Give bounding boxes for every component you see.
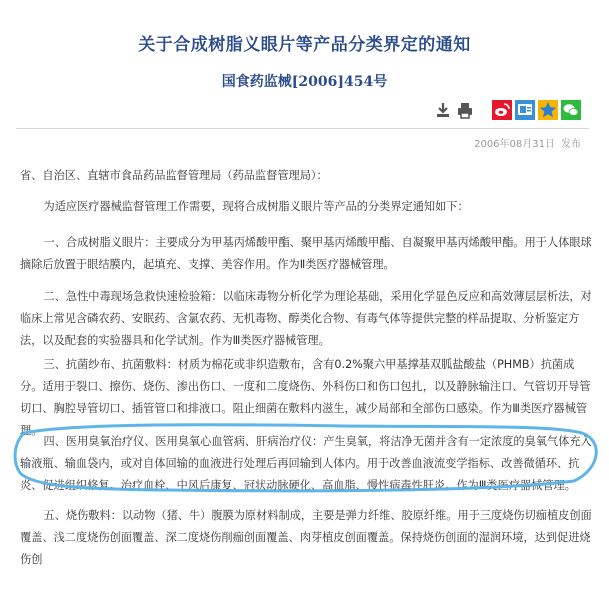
document-body <box>20 165 593 187</box>
share-toolbar <box>0 100 609 124</box>
intro-paragraph: 为适应医疗器械监督管理工作需要，现将合成树脂义眼片等产品的分类界定通知如下： <box>43 200 469 213</box>
weibo-icon[interactable] <box>492 100 512 120</box>
item-block-4 <box>20 431 593 497</box>
item-paragraph-5: 五、烧伤敷料：以动物（猪、牛）腹膜为原材料制成，主要是弹力纤维、胶原纤维。用于三度烧伤切痂植皮创面覆盖、浅二度烧伤创面覆盖、深二度烧伤削痂创面覆盖、肉芽植皮创面覆盖。保持烧伤创面的湿润环境，达到促进烧伤创 <box>20 509 592 566</box>
publish-label: 发布 <box>561 139 581 150</box>
document-number: 国食药监械[2006]454号 <box>221 74 388 90</box>
wechat-icon[interactable] <box>561 100 581 120</box>
item-block-1 <box>20 232 593 276</box>
print-icon[interactable] <box>455 100 475 120</box>
document-intro-block <box>20 196 593 218</box>
tencent-weibo-icon[interactable] <box>515 100 535 120</box>
item-block-3 <box>20 354 593 442</box>
item-block-2 <box>20 286 593 352</box>
qzone-icon[interactable] <box>538 100 558 120</box>
item-paragraph-4: 四、医用臭氧治疗仪、医用臭氧心血管病、肝病治疗仪：产生臭氧，将洁净无菌并含有一定浓度的臭氧气体充入输液瓶、输血袋内，或对自体回输的血液进行处理后再回输到人体内。用于改善血液流变学指标、改善微循环、抗炎、促进组织修复。治疗血栓、中风后康复、冠状动脉硬化、高血脂、慢性病毒性肝炎。作为Ⅲ类医疗器械管理。 <box>20 435 592 492</box>
item-block-5 <box>20 505 593 566</box>
publish-date <box>468 135 581 150</box>
salutation: 省、自治区、直辖市食品药品监督管理局（药品监督管理局）： <box>20 169 328 182</box>
item-paragraph-2: 二、急性中毒现场急救快速检验箱：以临床毒物分析化学为理论基础，采用化学显色反应和高效薄层层析法，对临床上常见含磷农药、安眠药、含氯农药、无机毒物、醇类化合物、有毒气体等提供完整的样品提取、分析鉴定方法，以及配套的实验器具和化学试剂。作为Ⅲ类医疗器械管理。 <box>20 290 592 347</box>
item-paragraph-1: 一、合成树脂义眼片：主要成分为甲基丙烯酸甲酯、聚甲基丙烯酸甲酯、自凝聚甲基丙烯酸甲酯。用于人体眼球摘除后放置于眼结膜内，起填充、支撑、美容作用。作为Ⅱ类医疗器械管理。 <box>20 236 592 271</box>
date-value: 2006年08月31日 <box>474 139 555 150</box>
page-title: 关于合成树脂义眼片等产品分类界定的通知 <box>138 35 471 55</box>
item-paragraph-3: 三、抗菌纱布、抗菌敷料：材质为棉花或非织造敷布，含有0.2%聚六甲基撑基双胍盐酸盐（PHMB）抗菌成分。适用于裂口、擦伤、烧伤、渗出伤口、一度和二度烧伤、外科伤口和伤口包扎，以及静脉输注口、气管切开导管切口、胸腔导管切口、插管管口和排液口。阻止细菌在敷料内滋生，减少局部和全部伤口感染。作为Ⅲ类医疗器械管理。 <box>20 358 591 437</box>
header-divider <box>16 128 589 129</box>
download-icon[interactable] <box>433 100 453 120</box>
